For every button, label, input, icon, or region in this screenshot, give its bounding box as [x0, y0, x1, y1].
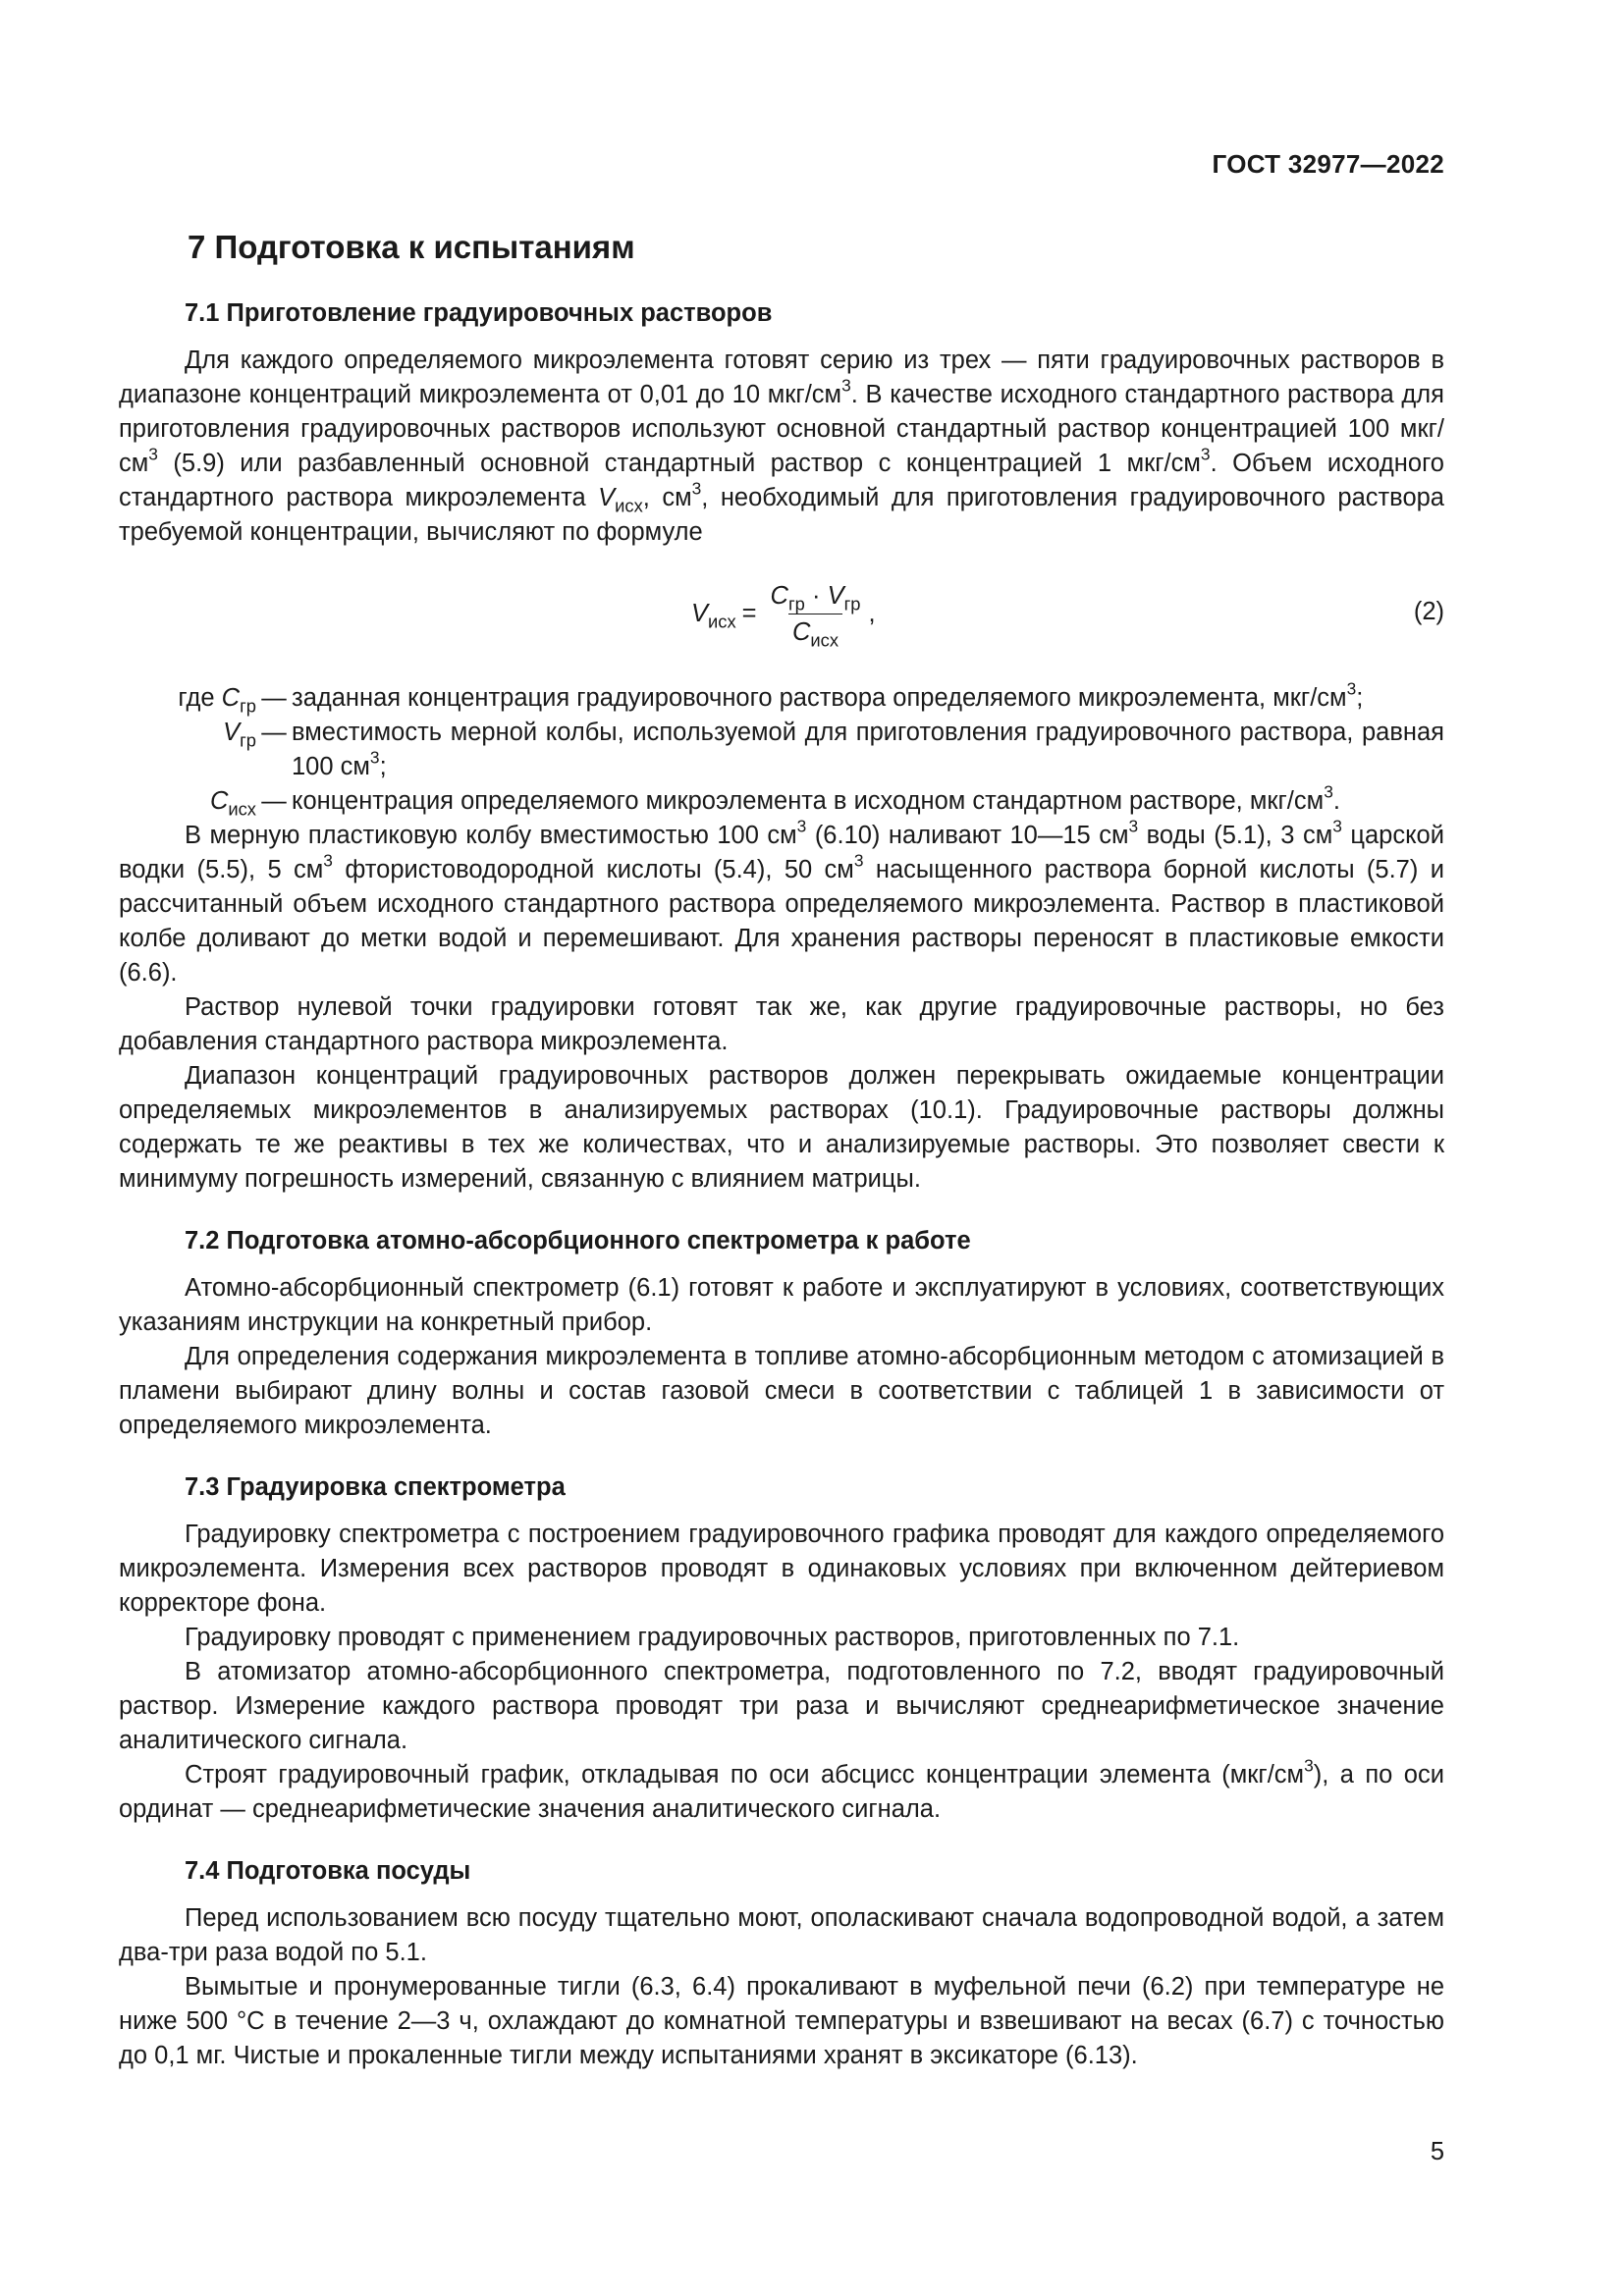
section-7-1-paragraph-3: Раствор нулевой точки градуировки готовят так же, как другие градуировочные растворы, но без добавления стандартного раствора микроэлемента.	[119, 993, 1444, 1055]
legend-row	[119, 678, 1444, 717]
formula-fraction	[767, 581, 865, 651]
section-7-3-paragraph-3: В атомизатор атомно-абсорбционного спектрометра, подготовленного по 7.2, вводят градуировочный раствор. Измерение каждого раствора проводят три раза и вычисляют среднеарифметическое значение аналитического сигнала.	[119, 1658, 1444, 1754]
legend-variable: где $C_{гр}$	[178, 684, 256, 717]
formula-numerator: $C_{гр} \cdot V_{гр}$	[770, 582, 861, 614]
formula-number: (2)	[1413, 598, 1444, 625]
legend-variable: $C_{исх}$	[209, 787, 256, 820]
section-7-1-paragraph-2: В мерную пластиковую колбу вместимостью 100 $см^3$ (6.10) наливают 10—15 $см^3$ воды (5.1), 3 $см^3$ царской водки (5.5), 5 $см^3$ фтористоводородной кислоты (5.4), 50 $см^3$ насыщенного раствора борной кислоты (5.7) и рассчитанный объем исходного стандартного раствора определяемого микроэлемента. Раствор в пластиковой колбе доливают до метки водой и перемешивают. Для хранения растворы переносят в пластиковые емкости (6.6).	[119, 816, 1444, 987]
legend-description: концентрация определяемого микроэлемента в исходном стандартном растворе, мкг/$см^3$.	[292, 781, 1340, 815]
section-7-title: 7 Подготовка к испытаниям	[188, 229, 635, 265]
legend-row	[119, 781, 1444, 820]
formula-comma: ,	[868, 600, 876, 627]
section-7-4-paragraph-1: Перед использованием всю посуду тщательно моют, ополаскивают сначала водопроводной водой, а затем два-три раза водой по 5.1.	[119, 1904, 1444, 1966]
section-7-2-title: 7.2 Подготовка атомно-абсорбционного спектрометра к работе	[185, 1227, 971, 1255]
legend-dash: —	[261, 719, 287, 746]
section-7-2-paragraph-2: Для определения содержания микроэлемента в топливе атомно-абсорбционным методом с атомизацией в пламени выбирают длину волны и состав газовой смеси в соответствии с таблицей 1 в зависимости от определяемого микроэлемента.	[119, 1343, 1444, 1439]
page-content	[119, 226, 1444, 2073]
formula-body	[691, 581, 876, 651]
section-7-2-paragraph-1: Атомно-абсорбционный спектрометр (6.1) готовят к работе и эксплуатируют в условиях, соответствующих указаниям инструкции на конкретный прибор.	[119, 1274, 1444, 1336]
legend-description: вместимость мерной колбы, используемой для приготовления градуировочного раствора, равная 100 $см^3$;	[292, 719, 1444, 780]
document-code: ГОСТ 32977—2022	[1212, 149, 1444, 179]
section-7-3-paragraph-1: Градуировку спектрометра с построением градуировочного графика проводят для каждого определяемого микроэлемента. Измерения всех растворов проводят в одинаковых условиях при включенном дейтериевом корректоре фона.	[119, 1521, 1444, 1617]
section-7-3-paragraph-2: Градуировку проводят с применением градуировочных растворов, приготовленных по 7.1.	[185, 1624, 1240, 1651]
legend-description: заданная концентрация градуировочного раствора определяемого микроэлемента, мкг/$см^3$;	[292, 678, 1364, 712]
legend-dash: —	[261, 787, 287, 815]
section-7-4-paragraph-2: Вымытые и пронумерованные тигли (6.3, 6.4) прокаливают в муфельной печи (6.2) при температуре не ниже 500 °С в течение 2—3 ч, охлаждают до комнатной температуры и взвешивают на весах (6.7) с точностью до 0,1 мг. Чистые и прокаленные тигли между испытаниями хранят в эксикаторе (6.13).	[119, 1973, 1444, 2069]
page-number: 5	[1430, 2138, 1444, 2165]
section-7-1-paragraph-1: Для каждого определяемого микроэлемента готовят серию из трех — пяти градуировочных растворов в диапазоне концентраций микроэлемента от 0,01 до 10 мкг/$см^3$. В качестве исходного стандартного раствора для приготовления градуировочных растворов используют основной стандартный раствор концентрацией 100 мкг/$см^3$ (5.9) или разбавленный основной стандартный раствор с концентрацией 1 мкг/$см^3$. Объем исходного стандартного раствора микроэлемента $V_{исх}$, $см^3$, необходимый для приготовления градуировочного раствора требуемой концентрации, вычисляют по формуле	[119, 347, 1444, 546]
section-7-1-paragraph-4: Диапазон концентраций градуировочных растворов должен перекрывать ожидаемые концентрации определяемых микроэлементов в анализируемых растворах (10.1). Градуировочные растворы должны содержать те же реактивы в тех же количествах, что и анализируемые растворы. Это позволяет свести к минимуму погрешность измерений, связанную с влиянием матрицы.	[119, 1062, 1444, 1193]
section-7-3-paragraph-4: Строят градуировочный график, откладывая по оси абсцисс концентрации элемента $(мкг/см^3)$, а по оси ординат — среднеарифметические значения аналитического сигнала.	[119, 1755, 1444, 1823]
legend-row	[119, 716, 1444, 784]
formula-lhs: $V_{исх}$	[691, 600, 736, 632]
section-7-1-title: 7.1 Приготовление градуировочных растворов	[185, 299, 773, 327]
legend-variable: $V_{гр}$	[223, 719, 256, 751]
formula-denominator: $C_{исх}$	[788, 614, 842, 647]
formula-legend	[119, 678, 1444, 820]
formula-2	[119, 560, 1444, 669]
section-7-3-title: 7.3 Градуировка спектрометра	[185, 1473, 566, 1501]
section-7-4-title: 7.4 Подготовка посуды	[185, 1857, 471, 1885]
legend-dash: —	[261, 684, 287, 712]
formula-equals: =	[741, 600, 757, 627]
